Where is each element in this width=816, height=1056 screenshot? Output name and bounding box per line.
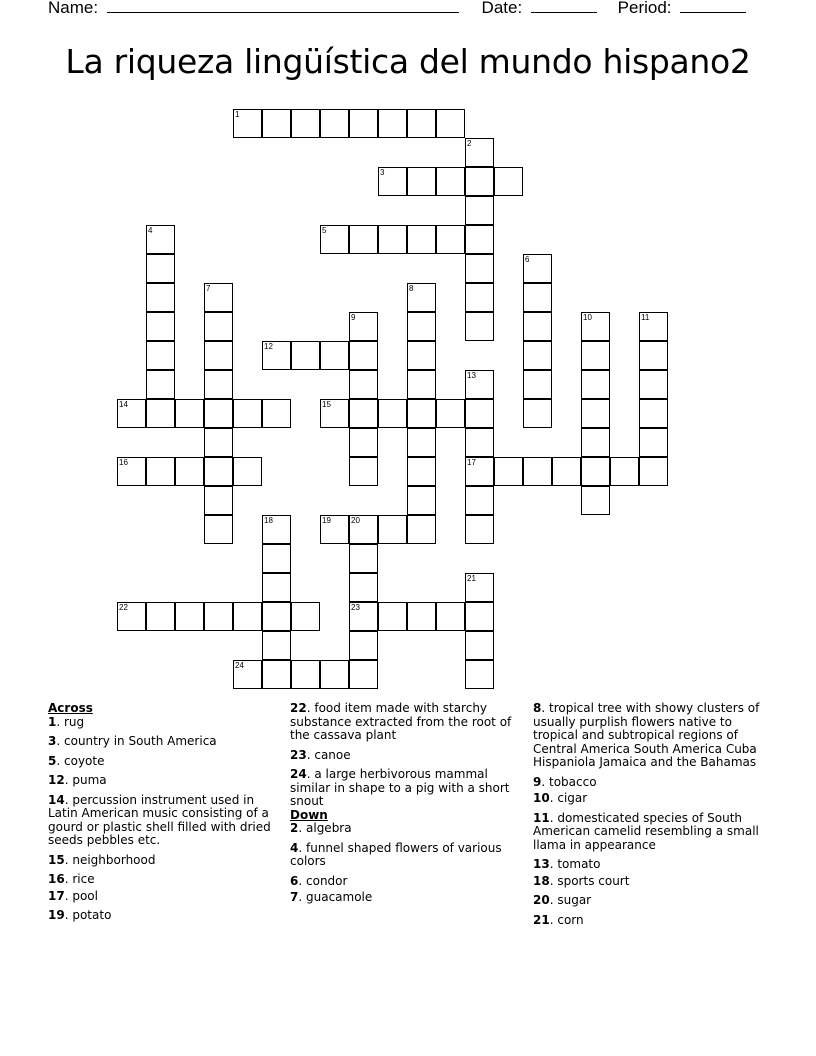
cell-number: 17 [467, 458, 476, 467]
clue-down-21: 21. corn [533, 912, 584, 927]
grid-cell[interactable] [407, 428, 436, 457]
clue-number: 16 [48, 872, 65, 886]
grid-cell[interactable] [465, 283, 494, 312]
clue-number: 2 [290, 821, 299, 835]
grid-cell[interactable] [407, 515, 436, 544]
grid-cell[interactable] [349, 109, 378, 138]
date-label: Date: [481, 0, 523, 17]
grid-cell-13[interactable] [465, 370, 494, 399]
grid-cell[interactable] [581, 370, 610, 399]
grid-cell-21[interactable] [465, 573, 494, 602]
grid-cell-15[interactable] [320, 399, 349, 428]
grid-cell-19[interactable] [320, 515, 349, 544]
grid-cell[interactable] [610, 457, 639, 486]
clues-column-3 [533, 702, 769, 933]
clue-number: 9 [533, 774, 542, 789]
grid-cell[interactable] [407, 225, 436, 254]
grid-cell[interactable] [204, 457, 233, 486]
grid-cell[interactable] [146, 254, 175, 283]
clues-column-1 [48, 702, 280, 929]
grid-cell[interactable] [349, 370, 378, 399]
clue-number: 6 [290, 873, 299, 888]
clue-text: puma [72, 773, 107, 787]
grid-cell[interactable] [349, 544, 378, 573]
grid-cell-1[interactable] [233, 109, 262, 138]
clue-number: 11 [533, 810, 550, 825]
grid-cell-18[interactable] [262, 515, 291, 544]
grid-cell[interactable] [523, 283, 552, 312]
grid-cell[interactable] [146, 602, 175, 631]
grid-cell[interactable] [436, 109, 465, 138]
clue-across-5: 5. coyote [48, 753, 105, 768]
grid-cell[interactable] [378, 602, 407, 631]
cell-number: 19 [322, 516, 331, 525]
grid-cell[interactable] [349, 225, 378, 254]
clue-text: sports court [557, 873, 630, 888]
clue-text: domesticated species of South American camelid resembling a small llama in appearance [533, 810, 759, 852]
grid-cell[interactable] [407, 399, 436, 428]
clue-down-8: 8. tropical tree with showy clusters of usually purplish flowers native to tropical and subtropical regions of Central America South America Cuba Hispaniola Jamaica and the Bahamas [533, 701, 760, 769]
clue-number: 20 [533, 893, 550, 907]
clue-number: 15 [48, 852, 65, 867]
cell-number: 5 [322, 226, 327, 235]
grid-cell[interactable] [349, 631, 378, 660]
grid-cell-8[interactable] [407, 283, 436, 312]
cell-number: 21 [467, 574, 476, 583]
clue-text: pool [72, 888, 98, 903]
grid-cell[interactable] [349, 341, 378, 370]
grid-cell[interactable] [465, 515, 494, 544]
cell-number: 20 [351, 516, 360, 525]
cell-number: 15 [322, 400, 331, 409]
grid-cell[interactable] [378, 399, 407, 428]
cell-number: 12 [264, 342, 273, 351]
clue-text: corn [557, 912, 584, 927]
grid-cell[interactable] [146, 399, 175, 428]
grid-cell[interactable] [262, 602, 291, 631]
clue-across-17: 17. pool [48, 888, 98, 903]
clue-number: 24 [290, 767, 307, 781]
grid-cell[interactable] [291, 341, 320, 370]
clue-down-11: 11. domesticated species of South American camelid resembling a small llama in appearance [533, 810, 759, 852]
grid-cell[interactable] [233, 602, 262, 631]
grid-cell[interactable] [378, 109, 407, 138]
grid-cell[interactable] [407, 109, 436, 138]
clue-across-16: 16. rice [48, 872, 95, 886]
name-blank[interactable] [107, 0, 459, 13]
grid-cell[interactable] [146, 457, 175, 486]
grid-cell[interactable] [465, 167, 494, 196]
grid-cell[interactable] [320, 341, 349, 370]
date-blank[interactable] [531, 0, 597, 13]
grid-cell[interactable] [349, 660, 378, 689]
grid-cell[interactable] [320, 109, 349, 138]
grid-cell[interactable] [146, 312, 175, 341]
grid-cell[interactable] [204, 341, 233, 370]
clue-text: country in South America [64, 734, 217, 748]
clue-text: percussion instrument used in Latin American music consisting of a gourd or plastic shell filled with dried seeds pebbles etc. [48, 792, 271, 847]
cell-number: 7 [206, 284, 211, 293]
clue-text: funnel shaped flowers of various colors [290, 840, 502, 868]
clue-across-23: 23. canoe [290, 747, 351, 762]
grid-cell[interactable] [581, 341, 610, 370]
grid-cell[interactable] [465, 660, 494, 689]
clue-text: food item made with starchy substance extracted from the root of the cassava plant [290, 701, 512, 742]
grid-cell[interactable] [204, 515, 233, 544]
grid-cell[interactable] [436, 225, 465, 254]
grid-cell[interactable] [262, 399, 291, 428]
clue-text: guacamole [306, 890, 373, 904]
cell-number: 3 [380, 168, 385, 177]
grid-cell[interactable] [204, 428, 233, 457]
cell-number: 2 [467, 139, 472, 148]
clue-down-18: 18. sports court [533, 873, 630, 888]
grid-cell[interactable] [523, 457, 552, 486]
grid-cell[interactable] [523, 341, 552, 370]
cell-number: 18 [264, 516, 273, 525]
clue-number: 13 [533, 857, 550, 871]
cell-number: 14 [119, 400, 128, 409]
grid-cell-9[interactable] [349, 312, 378, 341]
grid-cell-23[interactable] [349, 602, 378, 631]
cell-number: 23 [351, 603, 360, 612]
grid-cell[interactable] [581, 428, 610, 457]
grid-cell[interactable] [494, 457, 523, 486]
grid-cell[interactable] [407, 341, 436, 370]
clue-number: 8 [533, 701, 542, 715]
clue-text: cigar [557, 791, 588, 805]
clue-down-7: 7. guacamole [290, 890, 373, 904]
grid-cell[interactable] [349, 428, 378, 457]
grid-cell[interactable] [407, 457, 436, 486]
grid-cell[interactable] [291, 602, 320, 631]
grid-cell[interactable] [320, 660, 349, 689]
clues-column-2 [290, 702, 526, 911]
grid-cell[interactable] [233, 457, 262, 486]
cell-number: 11 [641, 313, 650, 322]
grid-cell[interactable] [436, 167, 465, 196]
grid-cell[interactable] [262, 631, 291, 660]
grid-cell[interactable] [465, 225, 494, 254]
grid-cell[interactable] [407, 312, 436, 341]
grid-cell[interactable] [349, 457, 378, 486]
clue-number: 1 [48, 714, 57, 729]
grid-cell-7[interactable] [204, 283, 233, 312]
clue-number: 21 [533, 912, 550, 927]
clue-number: 22 [290, 701, 307, 715]
cell-number: 9 [351, 313, 356, 322]
cell-number: 1 [235, 110, 240, 119]
clue-down-20: 20. sugar [533, 893, 592, 907]
clue-number: 4 [290, 840, 299, 855]
grid-cell[interactable] [378, 225, 407, 254]
grid-cell[interactable] [146, 370, 175, 399]
clue-text: tomato [557, 857, 601, 871]
cell-number: 24 [235, 661, 244, 670]
clue-text: tropical tree with showy clusters of usually purplish flowers native to tropical and subtropical regions of Central America South America Cuba Hispaniola Jamaica and the Bahamas [533, 701, 760, 769]
clue-across-1: 1. rug [48, 714, 85, 729]
grid-cell-5[interactable] [320, 225, 349, 254]
grid-cell[interactable] [175, 457, 204, 486]
grid-cell[interactable] [262, 573, 291, 602]
cell-number: 13 [467, 371, 476, 380]
grid-cell[interactable] [204, 370, 233, 399]
period-label: Period: [617, 0, 672, 17]
grid-cell[interactable] [146, 283, 175, 312]
clue-number: 12 [48, 773, 65, 787]
clue-across-19: 19. potato [48, 908, 112, 922]
clue-text: algebra [306, 821, 352, 835]
clue-down-9: 9. tobacco [533, 774, 597, 789]
grid-cell[interactable] [175, 602, 204, 631]
grid-cell[interactable] [407, 167, 436, 196]
grid-cell-4[interactable] [146, 225, 175, 254]
grid-cell-3[interactable] [378, 167, 407, 196]
clue-number: 23 [290, 747, 307, 762]
grid-cell[interactable] [465, 399, 494, 428]
grid-cell-16[interactable] [117, 457, 146, 486]
clue-text: rug [64, 714, 85, 729]
grid-cell-22[interactable] [117, 602, 146, 631]
grid-cell[interactable] [639, 428, 668, 457]
grid-cell[interactable] [262, 109, 291, 138]
grid-cell[interactable] [204, 486, 233, 515]
clue-text: rice [72, 872, 95, 886]
clue-text: sugar [557, 893, 592, 907]
grid-cell[interactable] [233, 399, 262, 428]
cell-number: 10 [583, 313, 592, 322]
grid-cell[interactable] [407, 602, 436, 631]
grid-cell[interactable] [581, 486, 610, 515]
clue-number: 17 [48, 888, 65, 903]
clue-down-4: 4. funnel shaped flowers of various colors [290, 840, 502, 868]
grid-cell[interactable] [465, 428, 494, 457]
grid-cell[interactable] [291, 660, 320, 689]
grid-cell[interactable] [291, 109, 320, 138]
clue-across-3: 3. country in South America [48, 734, 217, 748]
clue-down-2: 2. algebra [290, 821, 352, 835]
clue-across-14: 14. percussion instrument used in Latin American music consisting of a gourd or plastic shell filled with dried seeds pebbles etc. [48, 792, 271, 847]
grid-cell[interactable] [262, 544, 291, 573]
grid-cell-14[interactable] [117, 399, 146, 428]
grid-cell[interactable] [465, 196, 494, 225]
worksheet-header [48, 0, 746, 18]
grid-cell[interactable] [639, 341, 668, 370]
cell-number: 8 [409, 284, 414, 293]
grid-cell[interactable] [552, 457, 581, 486]
grid-cell[interactable] [523, 312, 552, 341]
clue-across-24: 24. a large herbivorous mammal similar in shape to a pig with a short snout [290, 767, 510, 808]
name-label: Name: [48, 0, 99, 17]
grid-cell[interactable] [175, 399, 204, 428]
clue-across-12: 12. puma [48, 773, 107, 787]
grid-cell[interactable] [262, 660, 291, 689]
grid-cell[interactable] [523, 399, 552, 428]
grid-cell-11[interactable] [639, 312, 668, 341]
clue-across-22: 22. food item made with starchy substance extracted from the root of the cassava plant [290, 701, 512, 742]
clue-down-13: 13. tomato [533, 857, 601, 871]
clue-number: 19 [48, 908, 65, 922]
down-heading: Down [290, 807, 328, 822]
grid-cell[interactable] [465, 602, 494, 631]
grid-cell-2[interactable] [465, 138, 494, 167]
grid-cell[interactable] [407, 486, 436, 515]
across-heading: Across [48, 701, 93, 715]
clue-number: 18 [533, 873, 550, 888]
grid-cell[interactable] [465, 631, 494, 660]
clue-text: a large herbivorous mammal similar in shape to a pig with a short snout [290, 767, 510, 808]
cell-number: 6 [525, 255, 530, 264]
grid-cell-17[interactable] [465, 457, 494, 486]
grid-cell[interactable] [407, 370, 436, 399]
grid-cell[interactable] [349, 573, 378, 602]
grid-cell-20[interactable] [349, 515, 378, 544]
clue-text: tobacco [549, 774, 597, 789]
grid-cell[interactable] [204, 312, 233, 341]
grid-cell[interactable] [465, 486, 494, 515]
clue-number: 5 [48, 753, 57, 768]
clue-text: canoe [314, 747, 351, 762]
cell-number: 4 [148, 226, 153, 235]
clue-text: coyote [64, 753, 105, 768]
puzzle-title: La riqueza lingüística del mundo hispano2 [65, 42, 751, 81]
grid-cell[interactable] [581, 457, 610, 486]
clue-number: 14 [48, 792, 65, 807]
grid-cell[interactable] [639, 399, 668, 428]
grid-cell-24[interactable] [233, 660, 262, 689]
grid-cell[interactable] [204, 602, 233, 631]
clue-number: 3 [48, 734, 57, 748]
grid-cell[interactable] [465, 254, 494, 283]
clue-down-10: 10. cigar [533, 791, 588, 805]
grid-cell[interactable] [436, 602, 465, 631]
grid-cell[interactable] [349, 399, 378, 428]
grid-cell[interactable] [436, 399, 465, 428]
clue-text: potato [72, 908, 112, 922]
grid-cell[interactable] [378, 515, 407, 544]
grid-cell[interactable] [523, 370, 552, 399]
grid-cell[interactable] [639, 370, 668, 399]
grid-cell[interactable] [146, 341, 175, 370]
clue-across-15: 15. neighborhood [48, 852, 156, 867]
clue-text: condor [306, 873, 348, 888]
clue-text: neighborhood [72, 852, 156, 867]
grid-cell[interactable] [639, 457, 668, 486]
grid-cell[interactable] [581, 399, 610, 428]
clue-number: 7 [290, 890, 299, 904]
grid-cell-6[interactable] [523, 254, 552, 283]
clue-number: 10 [533, 791, 550, 805]
period-blank[interactable] [680, 0, 746, 13]
cell-number: 22 [119, 603, 128, 612]
clue-down-6: 6. condor [290, 873, 348, 888]
grid-cell-12[interactable] [262, 341, 291, 370]
grid-cell[interactable] [494, 167, 523, 196]
grid-cell[interactable] [465, 312, 494, 341]
cell-number: 16 [119, 458, 128, 467]
grid-cell-10[interactable] [581, 312, 610, 341]
grid-cell[interactable] [204, 399, 233, 428]
